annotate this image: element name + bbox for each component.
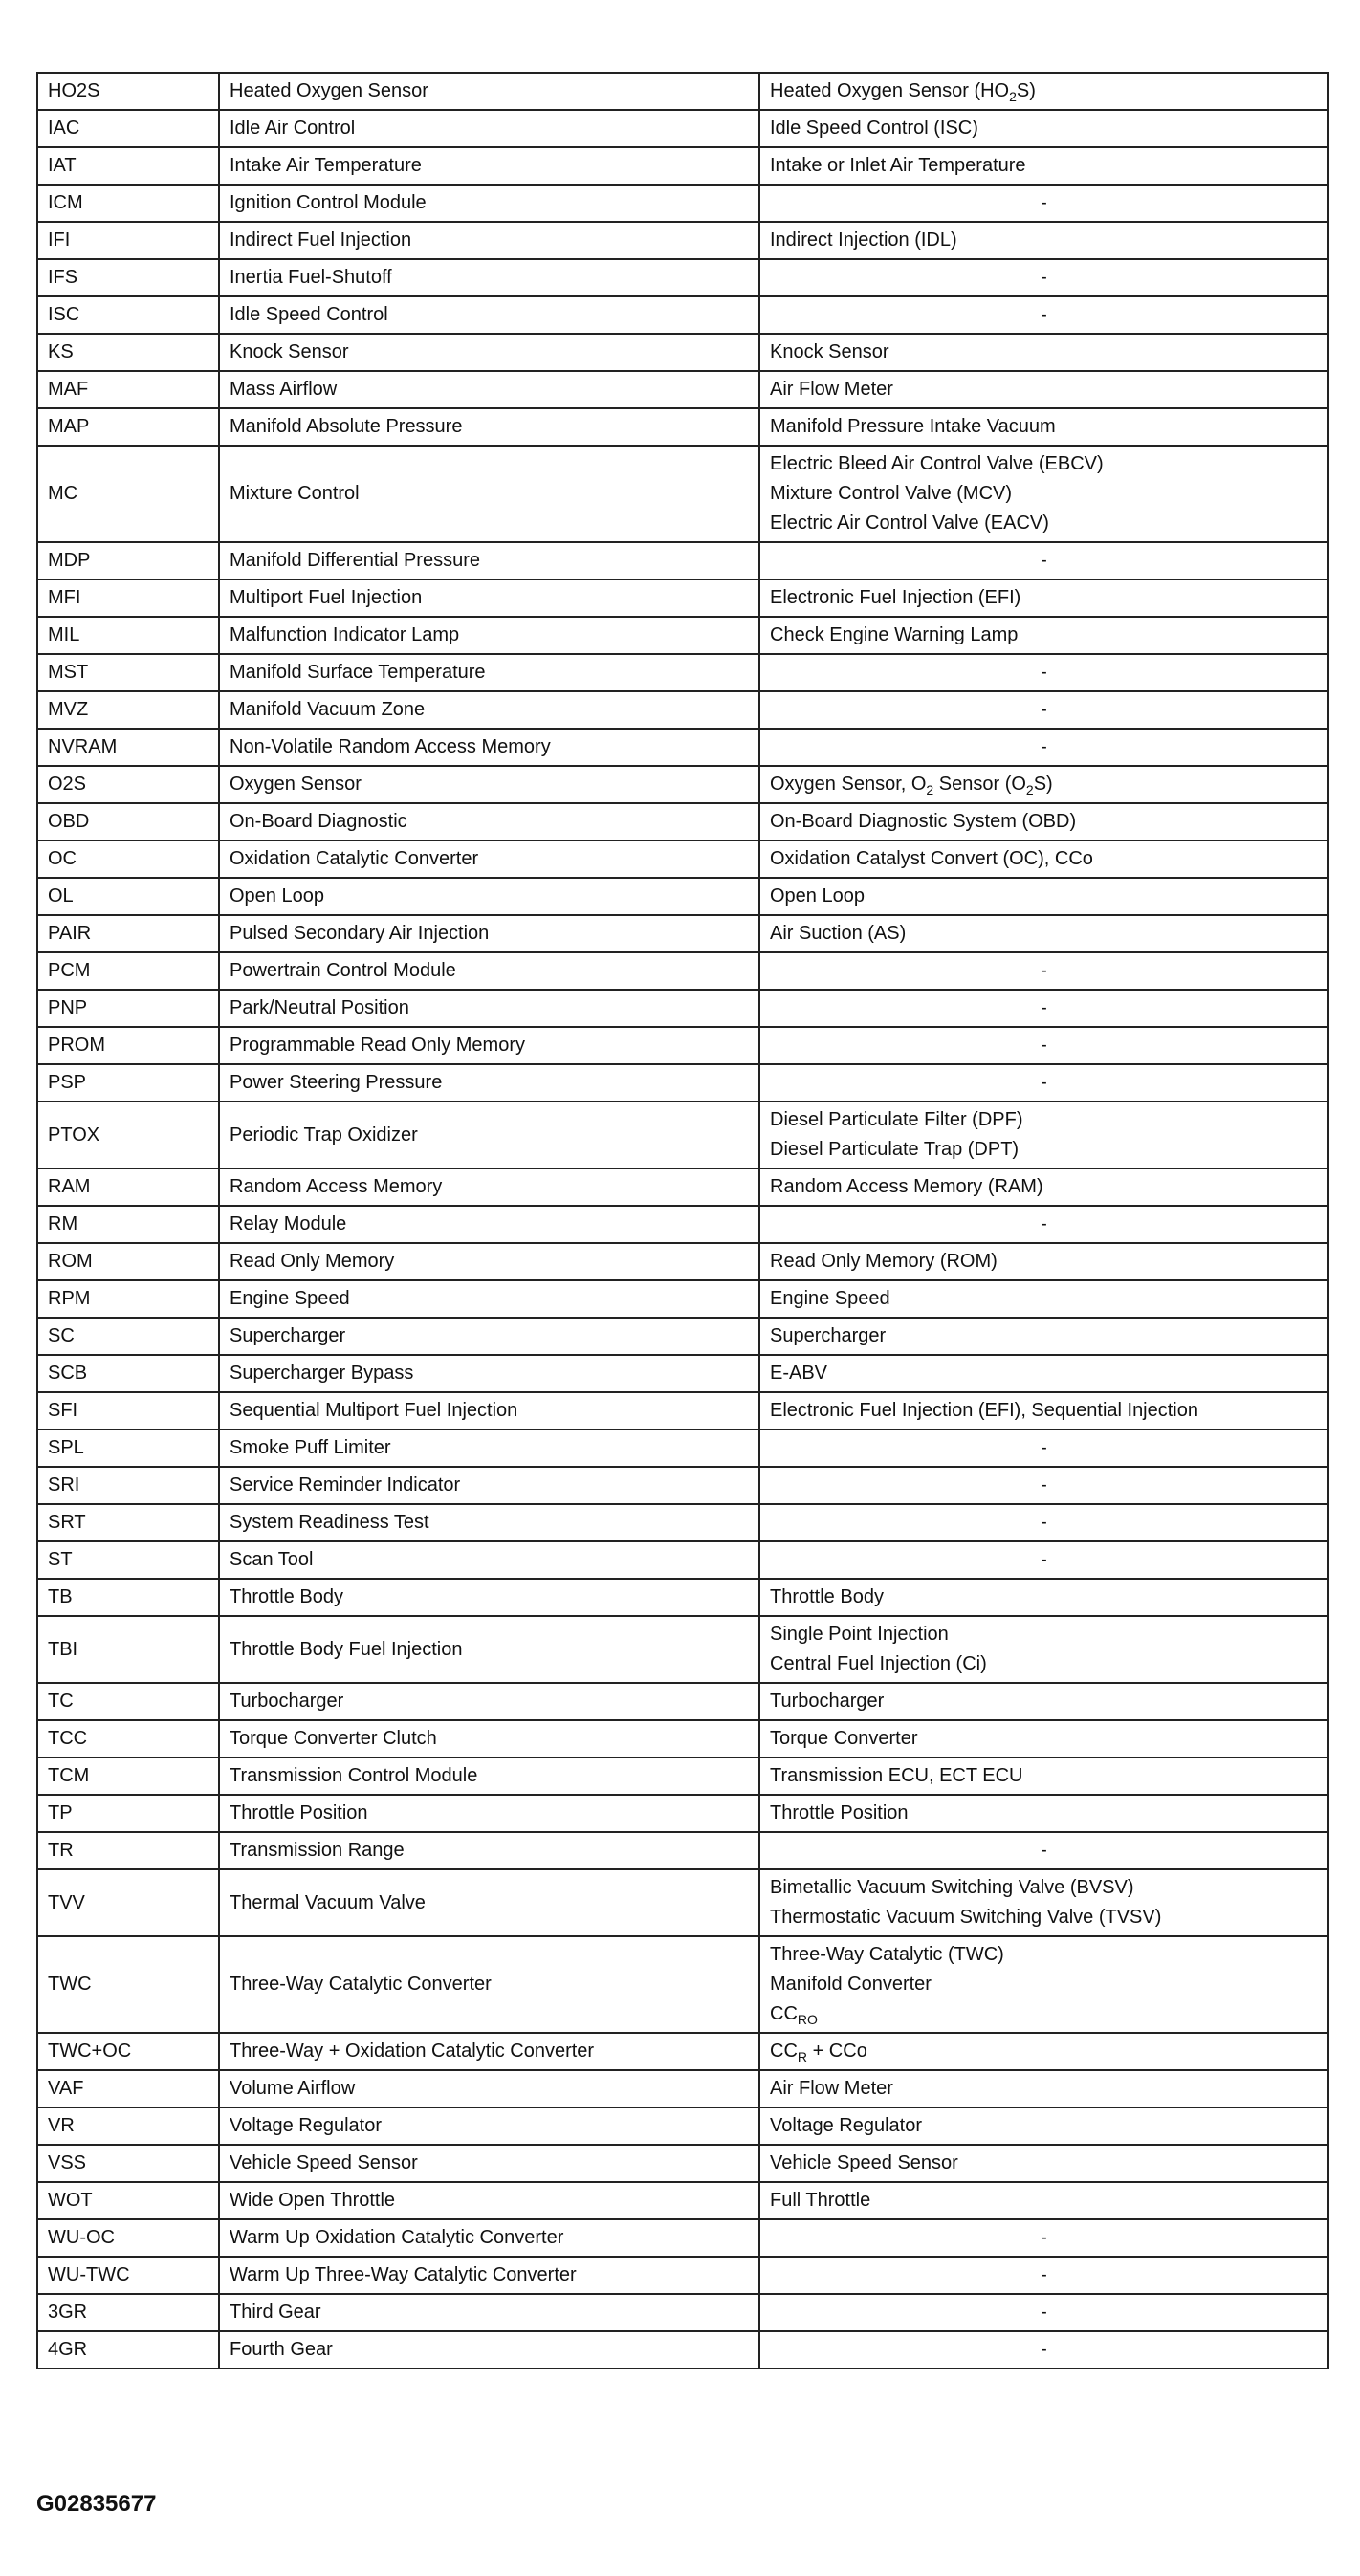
table-row	[37, 259, 1328, 296]
acronym-cell: TB	[37, 1579, 219, 1616]
term-cell: Oxygen Sensor	[219, 766, 759, 803]
table-row	[37, 542, 1328, 579]
term-cell: Scan Tool	[219, 1541, 759, 1579]
term-cell: Periodic Trap Oxidizer	[219, 1102, 759, 1168]
term-cell: Three-Way Catalytic Converter	[219, 1936, 759, 2033]
term-cell: Relay Module	[219, 1206, 759, 1243]
table-row	[37, 1280, 1328, 1318]
table-row	[37, 1541, 1328, 1579]
acronym-cell: PSP	[37, 1064, 219, 1102]
equivalent-term-cell: -	[759, 691, 1328, 729]
table-row	[37, 1869, 1328, 1936]
equivalent-term-cell: Turbocharger	[759, 1683, 1328, 1720]
equivalent-term-cell: Electronic Fuel Injection (EFI), Sequential Injection	[759, 1392, 1328, 1430]
term-cell: Wide Open Throttle	[219, 2182, 759, 2219]
equivalent-term-cell: -	[759, 1430, 1328, 1467]
term-cell: Supercharger Bypass	[219, 1355, 759, 1392]
term-cell: Pulsed Secondary Air Injection	[219, 915, 759, 952]
table-row	[37, 2145, 1328, 2182]
equivalent-term-line: Mixture Control Valve (MCV)	[770, 483, 1013, 504]
acronym-cell: OBD	[37, 803, 219, 840]
equivalent-term-cell: -	[759, 2331, 1328, 2369]
acronym-cell: PAIR	[37, 915, 219, 952]
term-cell: Torque Converter Clutch	[219, 1720, 759, 1757]
term-cell: Warm Up Three-Way Catalytic Converter	[219, 2257, 759, 2294]
table-row	[37, 2107, 1328, 2145]
term-cell: Random Access Memory	[219, 1168, 759, 1206]
equivalent-term-cell: Check Engine Warning Lamp	[759, 617, 1328, 654]
equivalent-term-cell: Transmission ECU, ECT ECU	[759, 1757, 1328, 1795]
acronym-cell: IFS	[37, 259, 219, 296]
equivalent-term-cell: Oxygen Sensor, $O_2$ Sensor $(O_2S)$	[759, 766, 1328, 803]
equivalent-term-cell: Supercharger	[759, 1318, 1328, 1355]
acronym-cell: MAF	[37, 371, 219, 408]
term-cell: Vehicle Speed Sensor	[219, 2145, 759, 2182]
term-cell: Manifold Surface Temperature	[219, 654, 759, 691]
term-cell: Manifold Absolute Pressure	[219, 408, 759, 446]
equivalent-term-line: Single Point Injection	[770, 1624, 949, 1645]
term-cell: Turbocharger	[219, 1683, 759, 1720]
acronym-cell: MIL	[37, 617, 219, 654]
acronym-cell: SFI	[37, 1392, 219, 1430]
equivalent-term-cell: On-Board Diagnostic System (OBD)	[759, 803, 1328, 840]
equivalent-term-cell: -	[759, 259, 1328, 296]
equivalent-term-cell: -	[759, 2219, 1328, 2257]
term-cell: Warm Up Oxidation Catalytic Converter	[219, 2219, 759, 2257]
equivalent-term-cell: Voltage Regulator	[759, 2107, 1328, 2145]
table-row	[37, 691, 1328, 729]
table-row	[37, 2294, 1328, 2331]
table-row	[37, 1318, 1328, 1355]
table-row	[37, 1027, 1328, 1064]
equivalent-term-cell: Electronic Fuel Injection (EFI)	[759, 579, 1328, 617]
table-row	[37, 1795, 1328, 1832]
acronym-cell: TCM	[37, 1757, 219, 1795]
acronym-cell: IAT	[37, 147, 219, 185]
table-row	[37, 1720, 1328, 1757]
table-row	[37, 334, 1328, 371]
term-cell: Fourth Gear	[219, 2331, 759, 2369]
table-row	[37, 952, 1328, 990]
term-cell: Manifold Vacuum Zone	[219, 691, 759, 729]
term-cell: Intake Air Temperature	[219, 147, 759, 185]
equivalent-term-cell: -	[759, 1027, 1328, 1064]
term-cell: Engine Speed	[219, 1280, 759, 1318]
equivalent-term-line: Diesel Particulate Filter (DPF)	[770, 1109, 1023, 1130]
table-row	[37, 408, 1328, 446]
table-row	[37, 73, 1328, 110]
equivalent-term-cell: Open Loop	[759, 878, 1328, 915]
term-cell: Oxidation Catalytic Converter	[219, 840, 759, 878]
term-cell: Service Reminder Indicator	[219, 1467, 759, 1504]
acronym-cell: TCC	[37, 1720, 219, 1757]
table-row	[37, 446, 1328, 542]
acronym-cell: TWC+OC	[37, 2033, 219, 2070]
equivalent-term-cell: -	[759, 2257, 1328, 2294]
term-cell: Smoke Puff Limiter	[219, 1430, 759, 1467]
table-row	[37, 1467, 1328, 1504]
equivalent-term-line: Thermostatic Vacuum Switching Valve (TVSV)	[770, 1907, 1162, 1928]
term-cell: Mass Airflow	[219, 371, 759, 408]
acronym-cell: TVV	[37, 1869, 219, 1936]
acronym-cell: TWC	[37, 1936, 219, 2033]
equivalent-term-cell: Read Only Memory (ROM)	[759, 1243, 1328, 1280]
term-cell: Third Gear	[219, 2294, 759, 2331]
equivalent-term-cell: Air Suction (AS)	[759, 915, 1328, 952]
term-cell: Throttle Body Fuel Injection	[219, 1616, 759, 1683]
equivalent-term-cell	[759, 1869, 1328, 1936]
table-row	[37, 1936, 1328, 2033]
equivalent-term-cell: -	[759, 1206, 1328, 1243]
table-row	[37, 1392, 1328, 1430]
term-cell: System Readiness Test	[219, 1504, 759, 1541]
acronym-cell: 3GR	[37, 2294, 219, 2331]
equivalent-term-cell: -	[759, 1064, 1328, 1102]
acronym-cell: MST	[37, 654, 219, 691]
table-row	[37, 803, 1328, 840]
acronym-cell: TR	[37, 1832, 219, 1869]
equivalent-term-cell: Throttle Body	[759, 1579, 1328, 1616]
term-cell: Ignition Control Module	[219, 185, 759, 222]
acronym-cell: TC	[37, 1683, 219, 1720]
equivalent-term-cell: -	[759, 2294, 1328, 2331]
term-cell: Idle Air Control	[219, 110, 759, 147]
equivalent-term-line: Central Fuel Injection (Ci)	[770, 1653, 987, 1674]
term-cell: Volume Airflow	[219, 2070, 759, 2107]
equivalent-term-cell: Manifold Pressure Intake Vacuum	[759, 408, 1328, 446]
acronym-cell: VAF	[37, 2070, 219, 2107]
acronym-cell: NVRAM	[37, 729, 219, 766]
equivalent-term-cell: -	[759, 990, 1328, 1027]
table-row	[37, 1616, 1328, 1683]
acronym-cell: SCB	[37, 1355, 219, 1392]
table-row	[37, 654, 1328, 691]
equivalent-term-cell: -	[759, 729, 1328, 766]
term-cell: On-Board Diagnostic	[219, 803, 759, 840]
acronym-cell: MFI	[37, 579, 219, 617]
table-row	[37, 1757, 1328, 1795]
table-row	[37, 1206, 1328, 1243]
acronym-cell: VR	[37, 2107, 219, 2145]
equivalent-term-cell: -	[759, 185, 1328, 222]
equivalent-term-cell: -	[759, 654, 1328, 691]
table-row	[37, 990, 1328, 1027]
table-row	[37, 2070, 1328, 2107]
figure-id: G02835677	[36, 2491, 157, 2517]
acronym-cell: MDP	[37, 542, 219, 579]
term-cell: Mixture Control	[219, 446, 759, 542]
acronym-cell: PTOX	[37, 1102, 219, 1168]
table-row	[37, 1168, 1328, 1206]
equivalent-term-cell: -	[759, 1467, 1328, 1504]
acronym-cell: SPL	[37, 1430, 219, 1467]
table-row	[37, 147, 1328, 185]
table-row	[37, 1243, 1328, 1280]
term-cell: Idle Speed Control	[219, 296, 759, 334]
acronym-cell: MAP	[37, 408, 219, 446]
table-row	[37, 2182, 1328, 2219]
table-row	[37, 2257, 1328, 2294]
term-cell: Sequential Multiport Fuel Injection	[219, 1392, 759, 1430]
term-cell: Park/Neutral Position	[219, 990, 759, 1027]
term-cell: Throttle Position	[219, 1795, 759, 1832]
acronym-cell: WOT	[37, 2182, 219, 2219]
equivalent-term-cell: -	[759, 952, 1328, 990]
terminology-table-container	[36, 72, 1327, 2369]
acronym-cell: TP	[37, 1795, 219, 1832]
term-cell: Manifold Differential Pressure	[219, 542, 759, 579]
acronym-cell: RM	[37, 1206, 219, 1243]
equivalent-term-cell: -	[759, 1541, 1328, 1579]
acronym-cell: MC	[37, 446, 219, 542]
table-row	[37, 617, 1328, 654]
acronym-cell: WU-TWC	[37, 2257, 219, 2294]
equivalent-term-cell	[759, 1936, 1328, 2033]
acronym-cell: 4GR	[37, 2331, 219, 2369]
equivalent-term-line: Electric Bleed Air Control Valve (EBCV)	[770, 453, 1104, 474]
acronym-cell: SC	[37, 1318, 219, 1355]
term-cell: Transmission Range	[219, 1832, 759, 1869]
equivalent-term-cell: Idle Speed Control (ISC)	[759, 110, 1328, 147]
table-row	[37, 110, 1328, 147]
equivalent-term-cell: -	[759, 296, 1328, 334]
table-row	[37, 915, 1328, 952]
acronym-cell: SRT	[37, 1504, 219, 1541]
table-row	[37, 1064, 1328, 1102]
table-row	[37, 371, 1328, 408]
equivalent-term-cell	[759, 446, 1328, 542]
term-cell: Power Steering Pressure	[219, 1064, 759, 1102]
equivalent-term-cell: E-ABV	[759, 1355, 1328, 1392]
equivalent-term-cell	[759, 1102, 1328, 1168]
table-row	[37, 1832, 1328, 1869]
equivalent-term-cell: Vehicle Speed Sensor	[759, 2145, 1328, 2182]
acronym-cell: RPM	[37, 1280, 219, 1318]
equivalent-term-line: Bimetallic Vacuum Switching Valve (BVSV)	[770, 1877, 1134, 1898]
table-row	[37, 2331, 1328, 2369]
acronym-cell: TBI	[37, 1616, 219, 1683]
term-cell: Knock Sensor	[219, 334, 759, 371]
equivalent-term-cell: Random Access Memory (RAM)	[759, 1168, 1328, 1206]
equivalent-term-cell: Air Flow Meter	[759, 2070, 1328, 2107]
equivalent-term-line: Electric Air Control Valve (EACV)	[770, 513, 1049, 534]
term-cell: Powertrain Control Module	[219, 952, 759, 990]
term-cell: Thermal Vacuum Valve	[219, 1869, 759, 1936]
equivalent-term-line: Three-Way Catalytic (TWC)	[770, 1944, 1004, 1965]
term-cell: Transmission Control Module	[219, 1757, 759, 1795]
table-row	[37, 1579, 1328, 1616]
equivalent-term-cell: -	[759, 1504, 1328, 1541]
equivalent-term-cell: Full Throttle	[759, 2182, 1328, 2219]
equivalent-term-cell: -	[759, 1832, 1328, 1869]
acronym-cell: KS	[37, 334, 219, 371]
equivalent-term-cell: Torque Converter	[759, 1720, 1328, 1757]
acronym-cell: OC	[37, 840, 219, 878]
equivalent-term-cell: Heated Oxygen Sensor $(HO_2S)$	[759, 73, 1328, 110]
equivalent-term-cell: Engine Speed	[759, 1280, 1328, 1318]
equivalent-term-cell: -	[759, 542, 1328, 579]
acronym-cell: PNP	[37, 990, 219, 1027]
table-row	[37, 1430, 1328, 1467]
acronym-cell: MVZ	[37, 691, 219, 729]
term-cell: Read Only Memory	[219, 1243, 759, 1280]
equivalent-term-cell	[759, 1616, 1328, 1683]
table-row	[37, 2033, 1328, 2070]
table-row	[37, 296, 1328, 334]
acronym-cell: VSS	[37, 2145, 219, 2182]
acronym-cell: PCM	[37, 952, 219, 990]
acronym-cell: ROM	[37, 1243, 219, 1280]
table-row	[37, 2219, 1328, 2257]
term-cell: Three-Way + Oxidation Catalytic Converter	[219, 2033, 759, 2070]
equivalent-term-cell: Indirect Injection (IDL)	[759, 222, 1328, 259]
terminology-table	[36, 72, 1329, 2369]
term-cell: Voltage Regulator	[219, 2107, 759, 2145]
equivalent-term-cell: Throttle Position	[759, 1795, 1328, 1832]
equivalent-term-line: Diesel Particulate Trap (DPT)	[770, 1139, 1020, 1160]
table-row	[37, 222, 1328, 259]
table-row	[37, 185, 1328, 222]
acronym-cell: WU-OC	[37, 2219, 219, 2257]
term-cell: Inertia Fuel-Shutoff	[219, 259, 759, 296]
acronym-cell: IFI	[37, 222, 219, 259]
table-row	[37, 1102, 1328, 1168]
term-cell: Throttle Body	[219, 1579, 759, 1616]
table-row	[37, 729, 1328, 766]
acronym-cell: RAM	[37, 1168, 219, 1206]
equivalent-term-cell: Air Flow Meter	[759, 371, 1328, 408]
equivalent-term-cell: $CC_R$ + CCo	[759, 2033, 1328, 2070]
term-cell: Heated Oxygen Sensor	[219, 73, 759, 110]
acronym-cell: IAC	[37, 110, 219, 147]
term-cell: Programmable Read Only Memory	[219, 1027, 759, 1064]
acronym-cell: ISC	[37, 296, 219, 334]
equivalent-term-cell: Knock Sensor	[759, 334, 1328, 371]
equivalent-term-cell: Intake or Inlet Air Temperature	[759, 147, 1328, 185]
term-cell: Indirect Fuel Injection	[219, 222, 759, 259]
equivalent-term-line: $CC_{RO}$	[770, 2003, 818, 2027]
acronym-cell: HO2S	[37, 73, 219, 110]
equivalent-term-line: Manifold Converter	[770, 1974, 932, 1995]
table-row	[37, 840, 1328, 878]
table-row	[37, 1504, 1328, 1541]
table-row	[37, 1355, 1328, 1392]
term-cell: Malfunction Indicator Lamp	[219, 617, 759, 654]
term-cell: Supercharger	[219, 1318, 759, 1355]
term-cell: Non-Volatile Random Access Memory	[219, 729, 759, 766]
term-cell: Multiport Fuel Injection	[219, 579, 759, 617]
term-cell: Open Loop	[219, 878, 759, 915]
acronym-cell: PROM	[37, 1027, 219, 1064]
table-row	[37, 1683, 1328, 1720]
table-row	[37, 878, 1328, 915]
table-row	[37, 766, 1328, 803]
equivalent-term-cell: Oxidation Catalyst Convert (OC), CCo	[759, 840, 1328, 878]
table-body	[37, 73, 1328, 2369]
acronym-cell: ICM	[37, 185, 219, 222]
acronym-cell: O2S	[37, 766, 219, 803]
acronym-cell: ST	[37, 1541, 219, 1579]
table-row	[37, 579, 1328, 617]
acronym-cell: SRI	[37, 1467, 219, 1504]
acronym-cell: OL	[37, 878, 219, 915]
